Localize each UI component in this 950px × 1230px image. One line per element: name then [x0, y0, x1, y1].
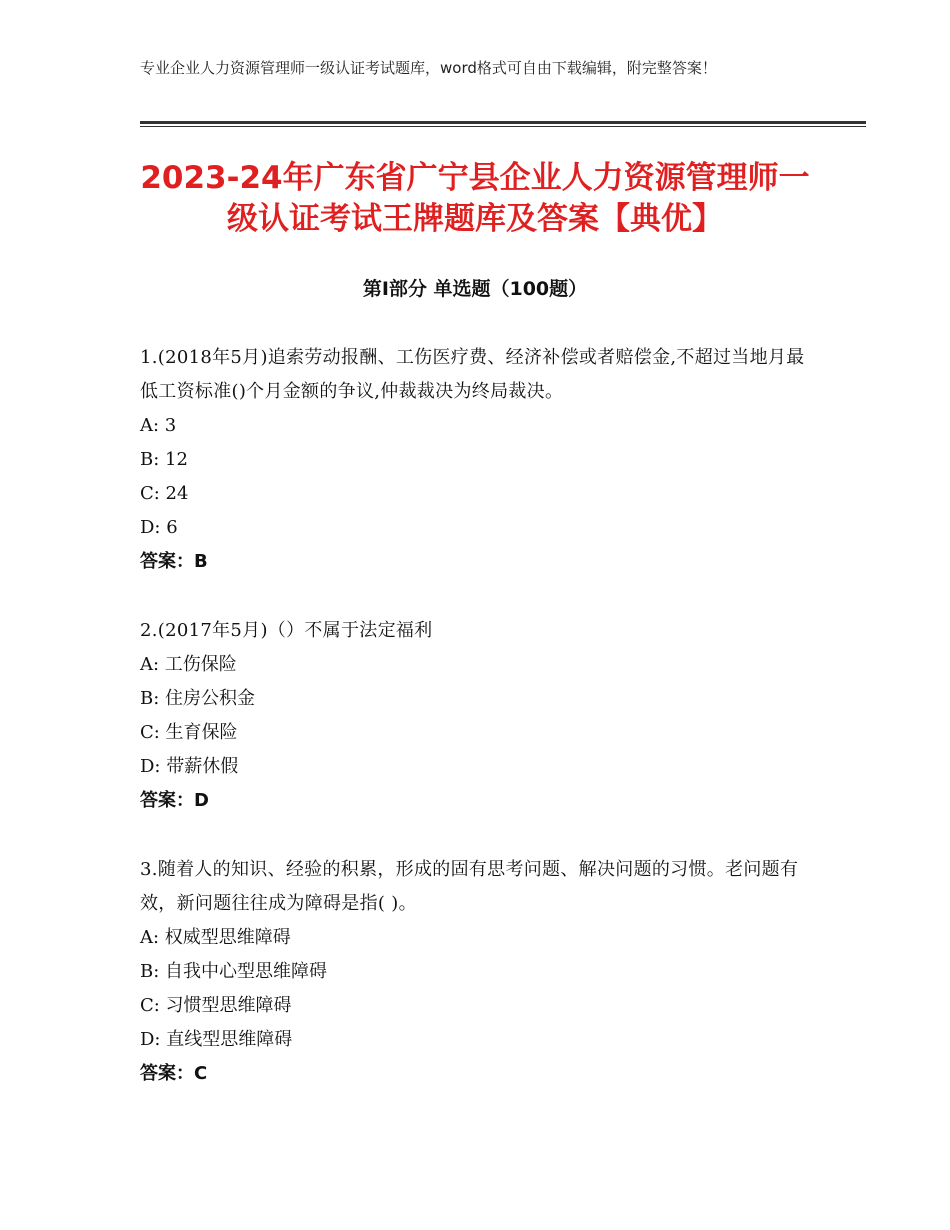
question-stem: 1.(2018年5月)追索劳动报酬、工伤医疗费、经济补偿或者赔偿金,不超过当地月最低工资标准()个月金额的争议,仲裁裁决为终局裁决。	[140, 347, 805, 402]
question-option-a: A: 3	[140, 415, 177, 436]
question-option-b: B: 自我中心型思维障碍	[140, 961, 328, 982]
document-title: 2023-24年广东省广宁县企业人力资源管理师一级认证考试王牌题库及答案【典优】	[140, 160, 810, 237]
question-option-a: A: 工伤保险	[140, 654, 237, 675]
question-answer: 答案：B	[140, 551, 208, 572]
question-option-d: D: 直线型思维障碍	[140, 1029, 293, 1050]
question-3	[140, 853, 810, 1091]
header-rule-thin	[140, 126, 866, 127]
question-option-c: C: 24	[140, 483, 189, 504]
header-note: 专业企业人力资源管理师一级认证考试题库，word格式可自由下载编辑，附完整答案！	[140, 59, 717, 77]
question-option-b: B: 住房公积金	[140, 688, 256, 709]
question-answer: 答案：D	[140, 790, 209, 811]
question-stem: 3.随着人的知识、经验的积累，形成的固有思考问题、解决问题的习惯。老问题有效，新问题往往成为障碍是指( )。	[140, 859, 799, 914]
question-answer: 答案：C	[140, 1063, 208, 1084]
question-option-b: B: 12	[140, 449, 188, 470]
question-option-c: C: 习惯型思维障碍	[140, 995, 292, 1016]
question-2	[140, 614, 810, 818]
header-rule-thick	[140, 121, 866, 124]
question-stem: 2.(2017年5月)（）不属于法定福利	[140, 620, 433, 641]
question-1	[140, 341, 810, 579]
question-option-d: D: 带薪休假	[140, 756, 239, 777]
question-option-d: D: 6	[140, 517, 178, 538]
question-option-c: C: 生育保险	[140, 722, 238, 743]
section-title: 第Ⅰ部分 单选题（100题）	[362, 278, 588, 300]
question-option-a: A: 权威型思维障碍	[140, 927, 291, 948]
